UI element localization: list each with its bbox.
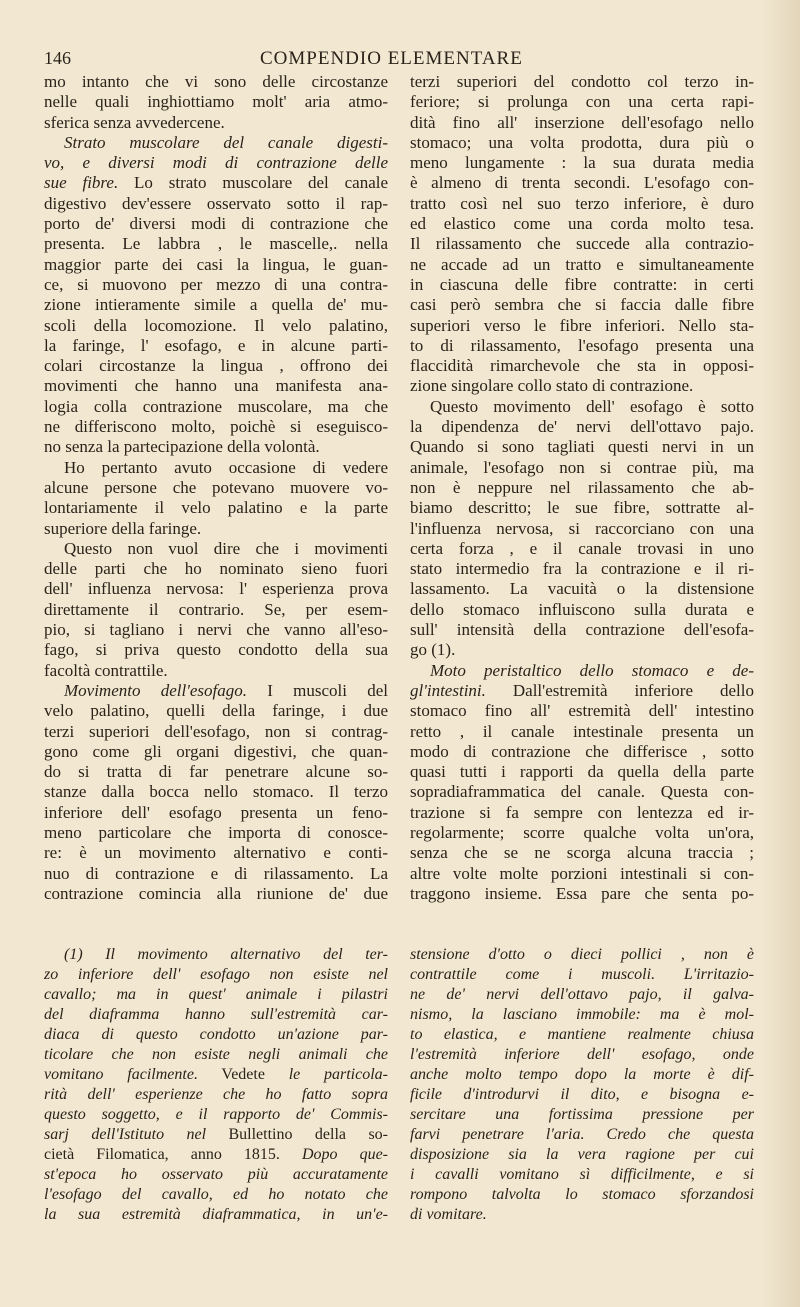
footnote-right-column [410,945,754,1225]
text-line [44,1145,388,1165]
text-line [44,275,388,295]
text-run: altre volte molte porzioni intestinali si con- [410,863,754,883]
text-run: sull' intensità della contrazione dell'esofa- [410,620,754,640]
text-line [410,1045,754,1065]
text-run: ne differiscono molto, poichè si eseguisco- [44,417,388,437]
text-run: dell' influenza nervosa: l' esperienza prova [44,579,388,599]
text-line [410,701,754,721]
italic-text-run: sercitare una fortissima pressione per [410,1106,754,1123]
text-line [410,661,754,681]
text-line [44,884,388,904]
text-run: Ho pertanto avuto occasione di vedere [64,457,388,477]
main-text-left-column [44,72,388,904]
text-line [410,72,754,92]
text-line [410,356,754,376]
text-line [44,173,388,193]
text-line [44,417,388,437]
text-line [410,376,754,396]
text-run: alcune persone che potevano muovere vo- [44,477,388,497]
paragraph [44,681,388,904]
text-line [44,803,388,823]
text-run: zione singolare collo stato di contrazione. [410,376,694,396]
italic-text-run: i cavalli vomitano sì difficilmente, e si [410,1166,754,1183]
text-line [410,782,754,802]
text-run: nuo di contrazione e di rilassamento. La [44,863,388,883]
text-run: feriore; si prolunga con una certa rapi- [410,92,754,112]
text-line [44,376,388,396]
text-line [44,782,388,802]
text-run: la faringe, l' esofago, e in alcune parti- [44,335,388,355]
text-line [44,681,388,701]
text-run: flaccidità rimarchevole che sta in opposi- [410,356,754,376]
text-line [410,133,754,153]
text-run: do si tratta di far penetrare alcune so- [44,762,388,782]
text-line [410,1025,754,1045]
italic-text-run: disposizione sia la vera ragione per cui [410,1146,754,1163]
text-run: porto de' diversi modi di contrazione che [44,214,388,234]
italic-text-run: to elastica, e mantiene realmente chiusa [410,1026,754,1043]
text-run: to di rilassamento, l'esofago presenta una [410,335,754,355]
text-line [44,1065,388,1085]
text-run: maggior parte dei casi la lingua, le guan- [44,254,388,274]
italic-text-run: vo, e diversi modi di contrazione delle [44,153,388,173]
text-line [410,194,754,214]
text-line [44,1085,388,1105]
text-run: superiore della faringe. [44,518,202,538]
text-line [44,1205,388,1225]
text-run: è almeno di trenta secondi. L'esofago con- [410,173,754,193]
text-run: stomaco; una volta prodotta, dura più o [410,132,754,152]
text-run: la dipendenza de' nervi dell'ottavo pajo. [410,417,754,437]
text-line [44,620,388,640]
text-line [410,1085,754,1105]
text-run: go (1). [410,640,456,660]
text-run: terzi superiori dell'esofago, non si contrag- [44,721,388,741]
italic-text-run: sarj dell'Istituto nel [44,1126,207,1143]
paragraph [44,72,388,133]
text-run: Dall'estremità inferiore dello [485,680,754,700]
text-line [44,1125,388,1145]
italic-text-run: Dopo que- [301,1146,388,1163]
text-line [44,214,388,234]
text-line [410,498,754,518]
text-line [410,1065,754,1085]
text-run: colari circostanze la lingua , offrono dei [44,356,388,376]
text-line [410,884,754,904]
text-run: sopradiaframmatica del canale. Questa con- [410,782,754,802]
footnote-left-column [44,945,388,1225]
text-run: non è neppure nel rilassamento che ab- [410,477,754,497]
italic-text-run: anche molto tempo dopo la morte è dif- [410,1066,754,1083]
text-run: animale, l'esofago non si contrae più, ma [410,457,754,477]
text-line [44,153,388,173]
text-line [410,397,754,417]
text-line [44,1165,388,1185]
text-line [44,1045,388,1065]
text-run: pio, si tagliano i nervi che vanno all'eso- [44,620,388,640]
text-line [410,600,754,620]
text-line [44,519,388,539]
paragraph [44,133,388,458]
page-edge-shadow [760,0,800,1307]
text-run: movimenti che hanno una manifesta ana- [44,376,388,396]
text-line [410,458,754,478]
text-line [44,762,388,782]
text-line [410,478,754,498]
paragraph [410,661,754,905]
page-number: 146 [44,48,71,68]
text-run: ne accade ad un tratto e simultaneamente [410,254,754,274]
text-run: facoltà contrattile. [44,660,168,680]
text-line [44,579,388,599]
italic-text-run: gl'intestini. [410,680,486,700]
running-header [44,48,754,70]
text-line [410,823,754,843]
italic-text-run: (1) Il movimento alternativo del ter- [64,946,388,963]
italic-text-run: zo inferiore dell' esofago non esiste nel [44,966,388,983]
paragraph [44,945,388,1225]
text-run: scoli della locomozione. Il velo palatino, [44,315,388,335]
text-line [410,640,754,660]
text-run: Quando si sono tagliati questi nervi in un [410,437,754,457]
italic-text-run: questo soggetto, e il rapporto de' Commis- [44,1106,388,1123]
text-run: senza che se ne scorga alcuna traccia ; [410,843,754,863]
text-run: Questo movimento dell' esofago è sotto [430,396,754,416]
italic-text-run: di vomitare. [410,1206,487,1223]
text-line [44,1005,388,1025]
text-run: Vedete [197,1066,289,1083]
text-line [44,1105,388,1125]
italic-text-run: farvi penetrare l'aria. Credo che questa [410,1126,754,1143]
text-run: quasi tutti i rapporti da quella della parte [410,762,754,782]
text-run: certa forza , e il canale trovasi in uno [410,538,754,558]
italic-text-run: ticolare che non esiste negli animali che [44,1046,388,1063]
text-run: superiori verso le fibre inferiori. Nello sta- [410,315,754,335]
text-line [410,437,754,457]
italic-text-run: Movimento dell'esofago. [64,680,247,700]
text-run: no senza la partecipazione della volontà. [44,437,320,457]
text-run: traggono insieme. Essa pare che senta po- [410,883,754,903]
text-run: cietà Filomatica, anno 1815. [44,1146,302,1163]
text-run: modo di contrazione che differisce , sotto [410,741,754,761]
italic-text-run: l'esofago del cavallo, ed ho notato che [44,1186,388,1203]
italic-text-run: le particola- [288,1066,388,1083]
text-run: stanze dalla bocca nello stomaco. Il terzo [44,782,388,802]
text-run: mo intanto che vi sono delle circostanze [44,72,388,91]
text-line [44,640,388,660]
text-run: Il rilassamento che succede alla contrazio- [410,234,754,254]
text-run: trazione si fa sempre con lentezza ed ir- [410,802,754,822]
text-run: Bullettino della so- [206,1126,388,1143]
text-line [410,1145,754,1165]
text-line [410,1125,754,1145]
text-line [44,742,388,762]
text-line [410,559,754,579]
text-line [410,722,754,742]
paragraph [44,458,388,539]
text-line [410,113,754,133]
text-run: stato intermedio fra la contrazione e il ri- [410,559,754,579]
italic-text-run: sue fibre. [44,173,119,193]
text-line [44,72,388,92]
text-line [44,823,388,843]
text-line [44,539,388,559]
main-text-right-column [410,72,754,904]
text-run: regolarmente; scorre qualche volta un'ora, [410,822,754,842]
text-line [44,701,388,721]
running-title: COMPENDIO ELEMENTARE [260,48,523,69]
text-run: gono come gli organi digestivi, che quan- [44,741,388,761]
italic-text-run: Strato muscolare del canale digesti- [64,132,388,152]
text-line [410,762,754,782]
text-run: direttamente il contrario. Se, per esem- [44,599,388,619]
text-line [44,295,388,315]
text-run: presenta. Le labbra , le mascelle,. nella [44,234,388,254]
text-line [410,295,754,315]
italic-text-run: st'epoca ho osservato più accuratamente [44,1166,388,1183]
text-line [44,397,388,417]
text-line [410,1185,754,1205]
text-line [410,945,754,965]
text-line [410,620,754,640]
text-line [44,356,388,376]
text-run: meno particolare che importa di conosce- [44,822,388,842]
text-line [410,316,754,336]
text-run: re: è un movimento alternativo e conti- [44,843,388,863]
text-line [410,742,754,762]
text-line [44,113,388,133]
text-run: dità fino all' inserzione dell'esofago nello [410,112,754,132]
text-run: l'influenza nervosa, si raccorciano con una [410,518,754,538]
text-line [410,153,754,173]
text-line [410,214,754,234]
text-line [44,92,388,112]
text-line [410,803,754,823]
text-line [410,234,754,254]
paragraph [410,945,754,1225]
italic-text-run: cavallo; ma in quest' animale i pilastri [44,986,388,1003]
text-run: I muscoli del [246,680,388,700]
text-line [410,1005,754,1025]
text-run: inferiore dell' esofago presenta un feno- [44,802,388,822]
text-run: nelle quali inghiottiamo molt' aria atmo- [44,92,388,112]
text-line [410,843,754,863]
text-line [410,275,754,295]
text-line [44,437,388,457]
text-line [44,255,388,275]
italic-text-run: vomitano facilmente. [44,1066,198,1083]
italic-text-run: ne de' nervi dell'ottavo pajo, il galva- [410,986,754,1003]
text-run: in ciascuna delle fibre contratte: in certi [410,274,754,294]
text-line [410,539,754,559]
text-line [410,519,754,539]
text-line [44,843,388,863]
text-run: ed elastico come una corda molto tesa. [410,214,754,234]
text-line [410,92,754,112]
text-line [410,1205,754,1225]
italic-text-run: Moto peristaltico dello stomaco e de- [430,660,754,680]
paragraph [410,397,754,661]
text-line [410,864,754,884]
text-run: digestivo dev'essere osservato sotto il rap- [44,193,388,213]
text-line [44,722,388,742]
italic-text-run: contrattile come i muscoli. L'irritazio- [410,966,754,983]
text-line [410,173,754,193]
text-line [410,965,754,985]
text-run: casi però sembra che si faccia dalle fibre [410,295,754,315]
text-line [44,478,388,498]
text-run: velo palatino, quelli della faringe, i due [44,701,388,721]
italic-text-run: rompono talvolta lo stomaco sforzandosi [410,1186,754,1203]
text-line [410,681,754,701]
text-line [44,864,388,884]
text-line [44,559,388,579]
text-line [410,1105,754,1125]
italic-text-run: nismo, la lasciano immobile: ma è mol- [410,1006,754,1023]
text-run: dello stomaco influiscono sulla durata e [410,599,754,619]
paragraph [410,72,754,397]
text-line [44,965,388,985]
text-run: Questo non vuol dire che i movimenti [64,538,388,558]
text-line [44,194,388,214]
text-run: fago, si priva questo condotto della sua [44,640,388,660]
text-line [44,498,388,518]
text-line [44,234,388,254]
text-run: logia colla contrazione muscolare, ma che [44,396,388,416]
text-line [410,255,754,275]
text-run: meno lungamente : la sua durata media [410,153,754,173]
text-run: ce, si muovono per mezzo di una contra- [44,274,388,294]
text-line [44,316,388,336]
text-line [44,458,388,478]
text-line [44,1025,388,1045]
text-line [44,661,388,681]
text-run: Lo strato muscolare del canale [118,173,389,193]
text-run: stomaco fino all' estremità dell' intestino [410,701,754,721]
text-line [410,336,754,356]
text-line [410,417,754,437]
italic-text-run: ficile d'introdurvi il dito, e bisogna e- [410,1086,754,1103]
text-line [44,1185,388,1205]
text-run: lassamento. La vacuità o la distensione [410,579,754,599]
italic-text-run: stensione d'otto o dieci pollici , non è [410,946,754,963]
text-line [44,600,388,620]
italic-text-run: del diaframma hanno sull'estremità car- [44,1006,388,1023]
text-line [410,579,754,599]
text-line [44,945,388,965]
italic-text-run: diaca di questo condotto un'azione par- [44,1026,388,1043]
text-run: retto , il canale intestinale presenta un [410,721,754,741]
text-run: delle parti che ho nominato sieno fuori [44,559,388,579]
text-line [44,133,388,153]
text-run: tratto così nel suo terzo inferiore, è duro [410,193,754,213]
text-run: contrazione comincia alla riunione de' due [44,883,388,903]
text-run: zione intieramente simile a quella de' mu- [44,295,388,315]
text-run: biamo descritto; le sue fibre, sottratte al- [410,498,754,518]
text-line [44,336,388,356]
text-line [410,1165,754,1185]
paragraph [44,539,388,681]
italic-text-run: l'estremità inferiore dell' esofago, onde [410,1046,754,1063]
text-line [44,985,388,1005]
text-run: sferica senza avvedercene. [44,112,225,132]
text-line [410,985,754,1005]
text-run: lontariamente il velo palatino e la parte [44,498,388,518]
italic-text-run: rità dell' esperienze che ho fatto sopra [44,1086,388,1103]
italic-text-run: la sua estremità diaframmatica, in un'e- [44,1206,388,1223]
text-run: terzi superiori del condotto col terzo in- [410,72,754,91]
